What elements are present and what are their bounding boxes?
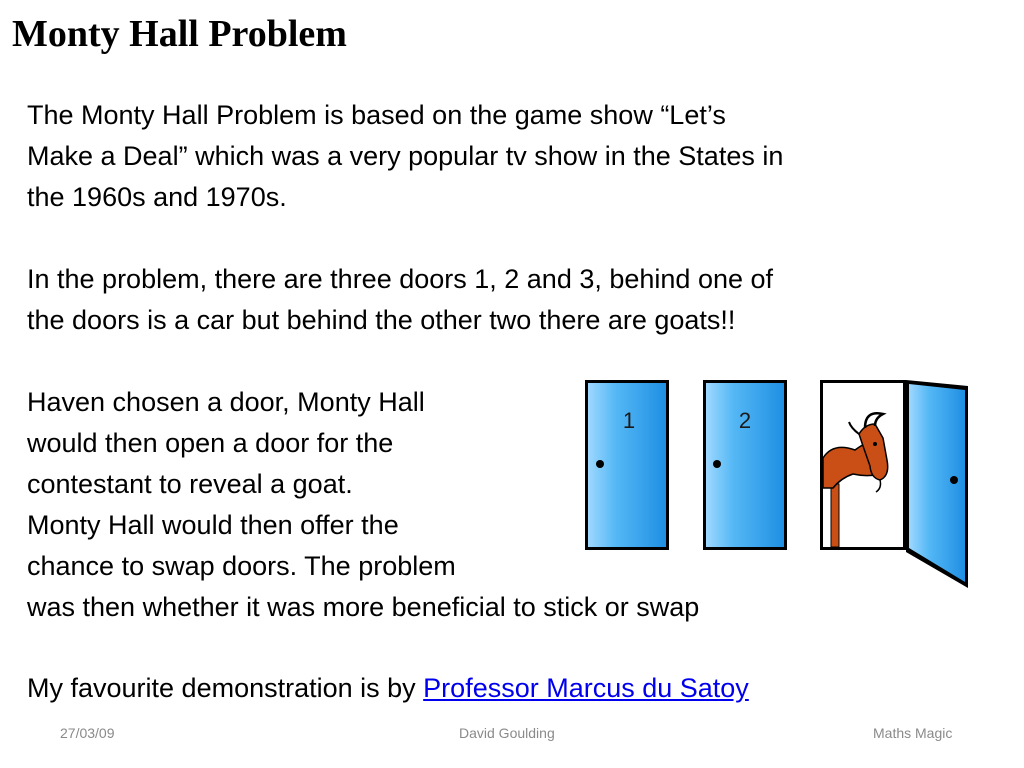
swap-line: Haven chosen a door, Monty Hall xyxy=(27,387,425,417)
intro-line: The Monty Hall Problem is based on the game show “Let’s xyxy=(27,100,726,130)
door-3-open xyxy=(820,380,968,588)
demo-paragraph xyxy=(27,668,997,709)
demo-prefix: My favourite demonstration is by xyxy=(27,673,424,703)
slide-title: Monty Hall Problem xyxy=(12,13,347,55)
footer-date: 27/03/09 xyxy=(60,725,115,741)
door-knob-icon xyxy=(950,476,958,484)
doors-illustration xyxy=(583,376,973,588)
door-knob-icon xyxy=(713,460,721,468)
intro-line: Make a Deal” which was a very popular tv show in the States in xyxy=(27,141,784,171)
footer-author: David Goulding xyxy=(459,725,555,741)
swap-line: would then open a door for the xyxy=(27,428,394,458)
door-2-number: 2 xyxy=(738,408,752,433)
intro-line: the 1960s and 1970s. xyxy=(27,182,287,212)
door-1-number: 1 xyxy=(622,408,636,433)
swap-line: Monty Hall would then offer the xyxy=(27,510,399,540)
professor-link[interactable]: Professor Marcus du Satoy xyxy=(423,673,749,703)
doors-paragraph xyxy=(27,259,997,341)
door-2 xyxy=(703,380,787,550)
swap-line: contestant to reveal a goat. xyxy=(27,469,353,499)
door-knob-icon xyxy=(596,460,604,468)
door-1 xyxy=(585,380,669,550)
doors-line: the doors is a car but behind the other two there are goats!! xyxy=(27,305,736,335)
swap-line: was then whether it was more beneficial to stick or swap xyxy=(27,592,700,622)
swap-line: chance to swap doors. The problem xyxy=(27,551,456,581)
intro-paragraph xyxy=(27,95,997,218)
doors-line: In the problem, there are three doors 1, 2 and 3, behind one of xyxy=(27,264,774,294)
footer-topic: Maths Magic xyxy=(873,725,953,741)
